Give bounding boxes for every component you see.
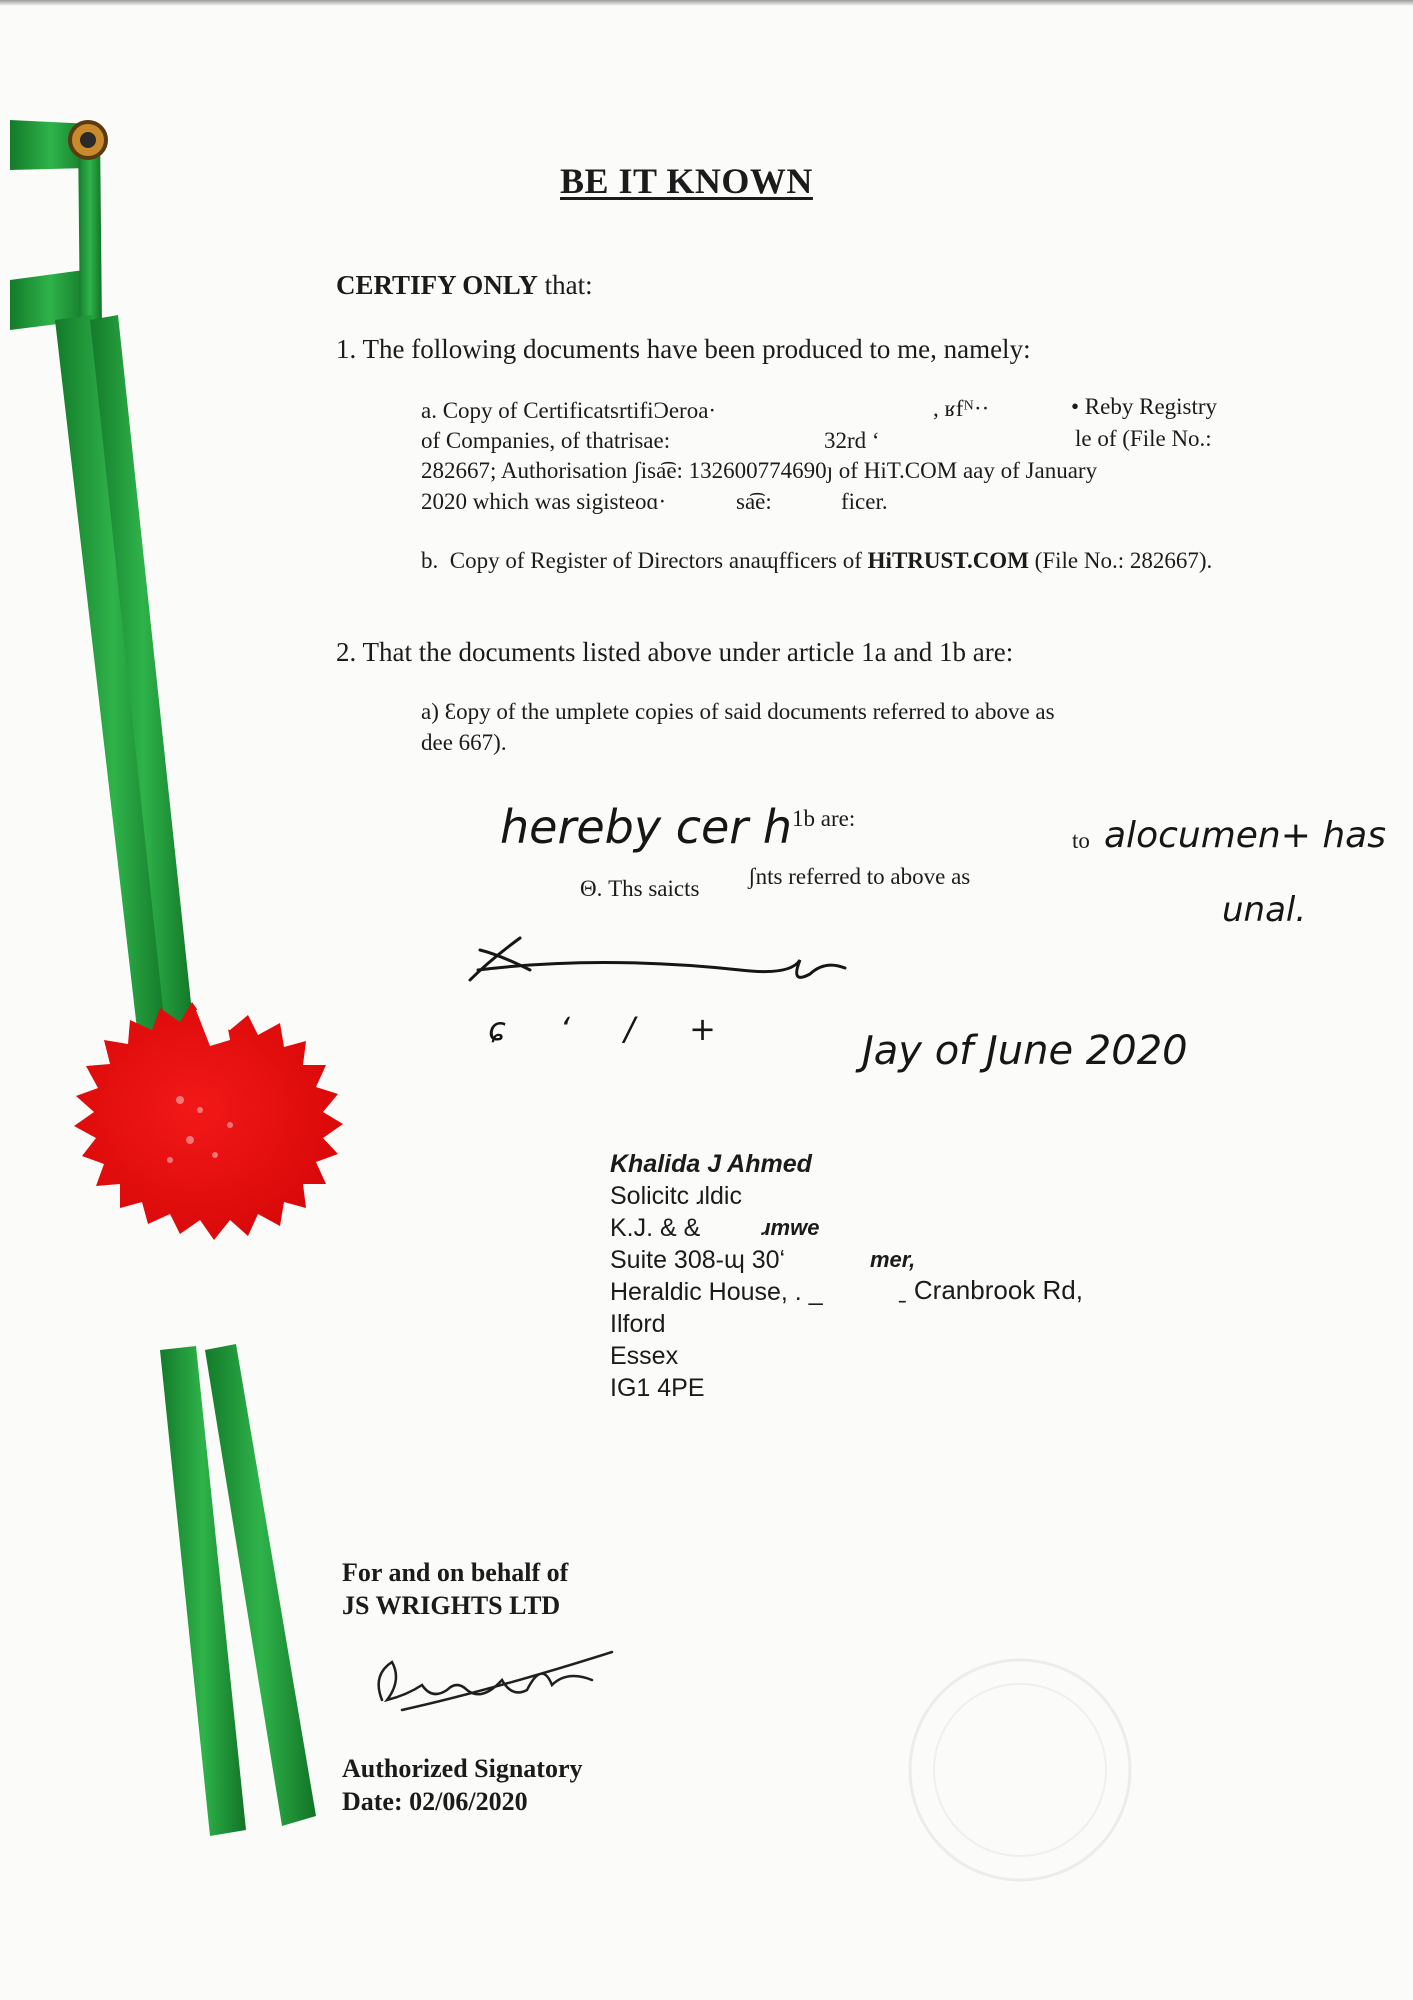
address-line-2 (610, 1212, 820, 1244)
handwriting-date: Jay of June 2020 (862, 1028, 1188, 1074)
item-1a (421, 395, 1241, 515)
on-behalf-line-1: For and on behalf of (342, 1558, 569, 1587)
address-line-3 (610, 1244, 916, 1276)
address-line-2b: ɹmwe (762, 1215, 820, 1240)
item-2-heading: 2. That the documents listed above under article 1a and 1b are: (336, 637, 1014, 667)
company-signature (362, 1640, 622, 1720)
address-line-4 (610, 1275, 1083, 1308)
certify-line (336, 270, 593, 301)
on-behalf-block (342, 1556, 568, 1622)
address-line-6: Essex (610, 1342, 679, 1370)
ribbon-and-seal (0, 110, 370, 1850)
handwritten-marks: ɕ ʻ / + (488, 1010, 738, 1048)
item-1a-line2-start: of Companies, of thatrisae: (421, 428, 671, 453)
address-line-4b: ˍ Cranbrook Rd, (898, 1275, 1083, 1305)
address-line-2a: K.J. & & (610, 1214, 701, 1242)
handwriting-line2: unal. (1222, 890, 1307, 930)
item-1b (421, 545, 1236, 576)
item-1a-line1-start: a. Copy of CertificatsrtifiƆeroa· (421, 398, 717, 423)
printed-fragment-1b: 1b are: (792, 806, 856, 831)
certify-bold: CERTIFY ONLY (336, 270, 538, 300)
address-line-3b: mer, (870, 1247, 916, 1272)
solicitor-name: Khalida J Ahmed (610, 1150, 812, 1178)
handwriting-line1b: alocumen+ has (1104, 815, 1386, 856)
embossed-stamp-watermark (900, 1640, 1140, 1900)
signatory-label: Authorized Signatory (342, 1754, 583, 1783)
ribbon-upper-loop (10, 120, 106, 330)
item-2a-line2: dee 667). (421, 730, 507, 755)
address-line-1: Solicitc ɹldic (610, 1182, 742, 1210)
item-1b-end: (File No.: 282667). (1028, 548, 1213, 573)
solicitor-address (610, 1148, 1083, 1404)
item-2a (421, 696, 1236, 758)
item-1b-text: b. Copy of Register of Directors anaɰfficers of (421, 548, 868, 573)
company-name: JS WRIGHTS LTD (342, 1591, 561, 1620)
item-1a-line1-mid: , ʁfᴺ·· (933, 396, 990, 421)
signatory-block (342, 1752, 583, 1818)
item-1b-company: HiTRUST.COM (867, 548, 1029, 573)
printed-fragment-to: to (1072, 828, 1090, 853)
item-1-heading: 1. The following documents have been produced to me, namely: (336, 334, 1031, 364)
certify-rest: that: (537, 270, 593, 300)
address-line-7: IG1 4PE (610, 1374, 705, 1402)
item-1a-line4-start: 2020 which was sigisteoɑ· (421, 489, 667, 514)
address-line-4a: Heraldic House, . _ (610, 1278, 823, 1306)
item-1a-line2-end: le of (File No.: (1075, 426, 1212, 451)
printed-fragment-referred: ʃnts referred to above as (748, 864, 971, 889)
signatory-date: Date: 02/06/2020 (342, 1787, 528, 1816)
scan-edge (0, 0, 1413, 6)
item-1a-line1-end: • Reby Registry (1071, 394, 1218, 419)
item-1a-line4-end: ficer. (841, 489, 888, 514)
item-1a-line3: 282667; Authorisation ʃisa͡e: 132600774690ȷ of HiT.COM aay of January (421, 458, 1098, 483)
item-1a-line4-mid: sa͡e: (736, 489, 772, 514)
item-1a-line2-mid: 32rd ʻ (824, 428, 880, 453)
address-line-3a: Suite 308-ɰ 30ʻ (610, 1246, 786, 1274)
wax-seal (74, 1002, 343, 1240)
item-2a-line1: a) Ɛopy of the umplete copies of said documents referred to above as (421, 699, 1055, 724)
page-title: BE IT KNOWN (560, 161, 813, 201)
printed-fragment-saicts: Θ. Ths saicts (580, 876, 700, 901)
address-line-5: Ilford (610, 1310, 666, 1338)
handwritten-signature-stroke (460, 930, 880, 1000)
handwriting-line1: hereby cer h (500, 800, 792, 854)
